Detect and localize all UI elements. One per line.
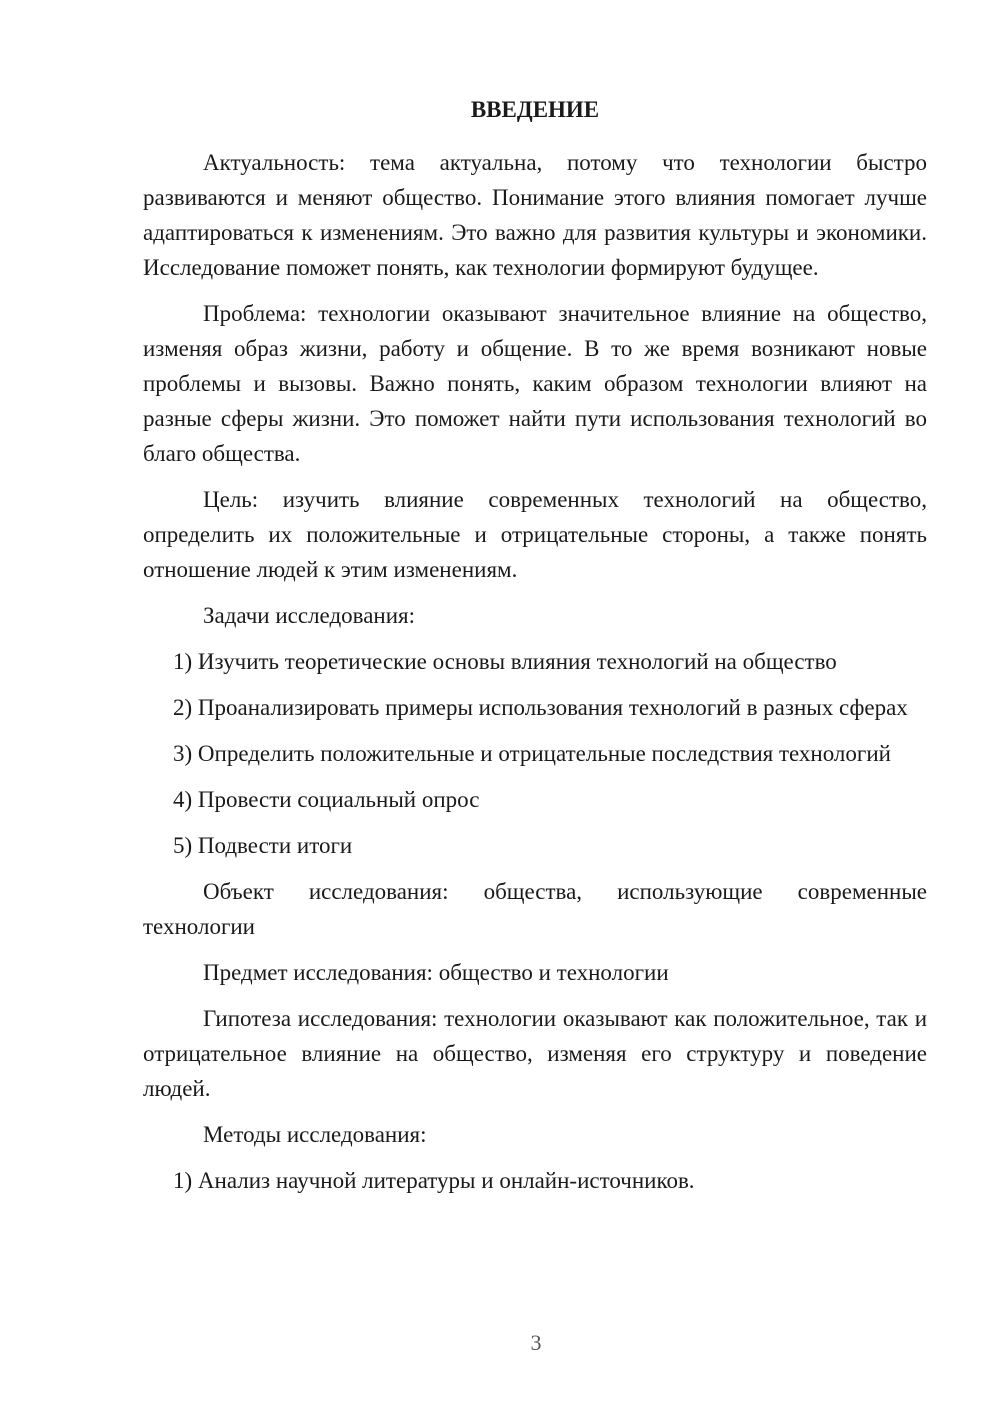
method-item-1: 1) Анализ научной литературы и онлайн-источников. bbox=[173, 1168, 695, 1193]
tasks-heading: Задачи исследования: bbox=[203, 603, 416, 628]
document-page bbox=[143, 95, 927, 1209]
task-item-2: 2) Проанализировать примеры использования технологий в разных сферах bbox=[173, 695, 908, 720]
page-number: 3 bbox=[530, 1330, 542, 1355]
task-item-1: 1) Изучить теоретические основы влияния технологий на общество bbox=[173, 649, 837, 674]
task-item-3: 3) Определить положительные и отрицательные последствия технологий bbox=[173, 741, 891, 766]
subject-paragraph: Предмет исследования: общество и технологии bbox=[203, 960, 669, 985]
task-item-5: 5) Подвести итоги bbox=[173, 833, 353, 858]
problem-paragraph: Проблема: технологии оказывают значительное влияние на общество, изменяя образ жизни, работу и общение. В то же время возникают новые проблемы и вызовы. Важно понять, каким образом технологии влияют на разные сферы жизни. Это поможет найти пути использования технологий во благо общества. bbox=[143, 301, 927, 466]
object-paragraph: Объект исследования: общества, использующие современные технологии bbox=[143, 879, 927, 939]
section-title: ВВЕДЕНИЕ bbox=[470, 97, 600, 122]
goal-paragraph: Цель: изучить влияние современных технологий на общество, определить их положительные и отрицательные стороны, а также понять отношение людей к этим изменениям. bbox=[143, 487, 927, 582]
relevance-paragraph: Актуальность: тема актуальна, потому что технологии быстро развиваются и меняют общество. Понимание этого влияния помогает лучше адаптироваться к изменениям. Это важно для развития культуры и экономики. Исследование поможет понять, как технологии формируют будущее. bbox=[143, 150, 927, 280]
hypothesis-paragraph: Гипотеза исследования: технологии оказывают как положительное, так и отрицательное влияние на общество, изменяя его структуру и поведение людей. bbox=[143, 1006, 927, 1101]
methods-heading: Методы исследования: bbox=[203, 1122, 427, 1147]
task-item-4: 4) Провести социальный опрос bbox=[173, 787, 480, 812]
